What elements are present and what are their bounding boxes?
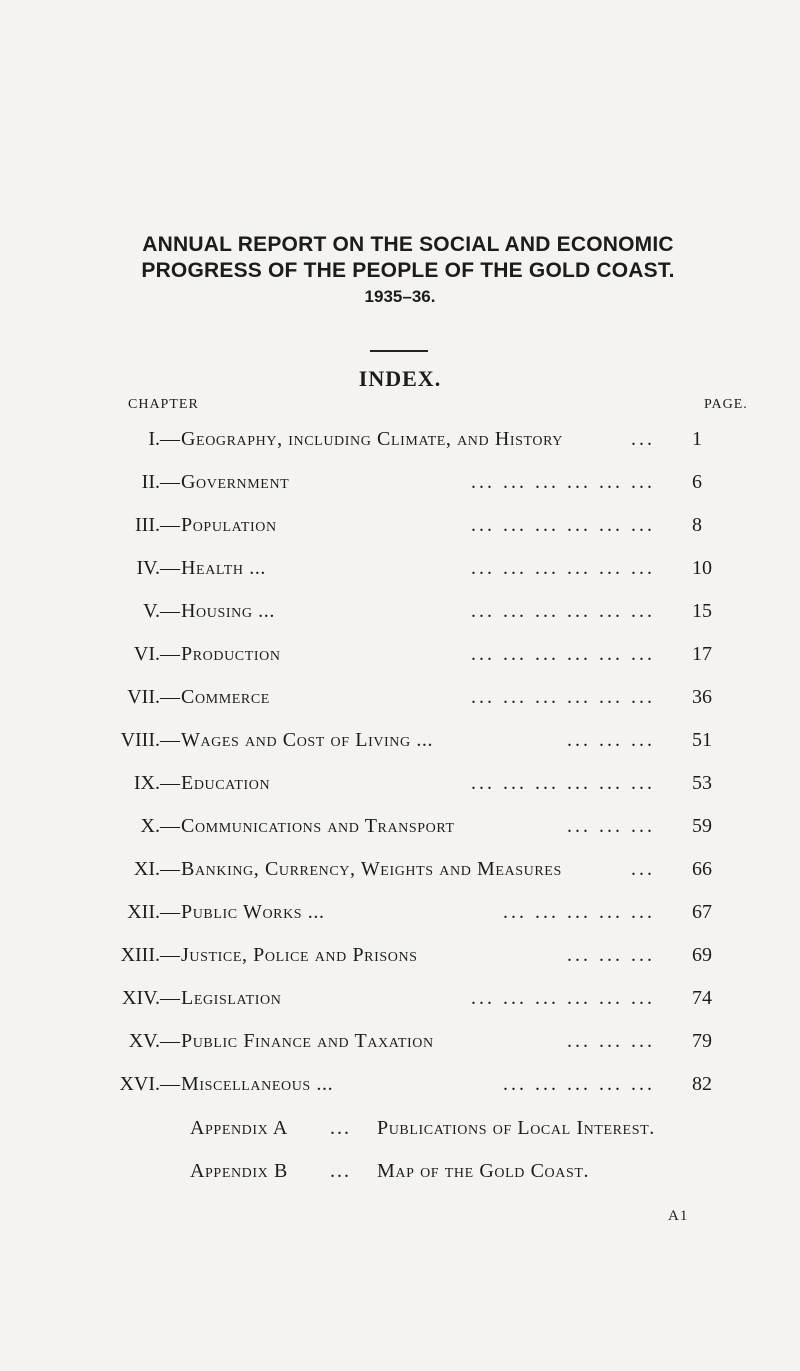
chapter-number: X.— [140,815,180,837]
chapter-title: Education [181,772,271,794]
chapter-title: Miscellaneous ... [181,1073,334,1095]
chapter-title: Banking, Currency, Weights and Measures [181,858,562,880]
index-entry [100,772,712,800]
report-title-line-1: ANNUAL REPORT ON THE SOCIAL AND ECONOMIC [142,233,674,256]
chapter-title: Health ... [181,557,267,579]
dot-leader: ... [631,858,655,880]
page-number: 15 [692,600,712,622]
signature-mark: A1 [668,1208,689,1224]
dot-leader: ... ... ... [567,944,655,966]
chapter-number: XIV.— [122,987,180,1009]
dot-leader: ... ... ... ... ... ... [471,686,655,708]
dot-leader: ... ... ... ... ... ... [471,471,655,493]
index-entry [100,600,712,628]
page-number: 36 [692,686,712,708]
index-entry [100,428,702,456]
index-entry [100,858,712,886]
chapter-title: Government [181,471,290,493]
dot-leader: ... ... ... [567,1030,655,1052]
chapter-number: XIII.— [120,944,180,966]
page-number: 17 [692,643,712,665]
appendix-b-label: Appendix B [190,1160,288,1182]
divider-rule [370,350,428,352]
page-number: 69 [692,944,712,966]
index-entry [100,471,702,499]
chapter-title: Production [181,643,281,665]
dot-leader: ... ... ... [567,815,655,837]
appendix-a-title: Publications of Local Interest. [377,1117,655,1139]
chapter-column-label: CHAPTER [128,397,199,412]
chapter-title: Commerce [181,686,270,708]
page-number: 74 [692,987,712,1009]
chapter-title: Geography, including Climate, and History [181,428,564,450]
dot-leader: ... ... ... ... ... ... [471,643,655,665]
dot-leader: ... ... ... ... ... ... [471,600,655,622]
page-number: 1 [692,428,702,450]
chapter-number: I.— [148,428,180,450]
chapter-number: V.— [143,600,180,622]
page-column-label: PAGE. [704,397,748,412]
page-number: 51 [692,729,712,751]
page-number: 67 [692,901,712,923]
appendix-b-title: Map of the Gold Coast. [377,1160,590,1182]
chapter-number: II.— [141,471,180,493]
chapter-title: Population [181,514,277,536]
chapter-number: VI.— [133,643,180,665]
index-entry [100,901,712,929]
page-number: 82 [692,1073,712,1095]
report-title-line-2: PROGRESS OF THE PEOPLE OF THE GOLD COAST. [141,259,675,282]
index-entry [100,729,712,757]
index-entry [100,686,712,714]
dot-leader: ... [631,428,655,450]
dot-leader: ... ... ... ... ... ... [471,772,655,794]
appendix-a-dots: ... [330,1117,351,1139]
page-number: 79 [692,1030,712,1052]
chapter-title: Communications and Transport [181,815,455,837]
index-heading: INDEX. [358,366,442,391]
chapter-title: Justice, Police and Prisons [181,944,418,966]
chapter-title: Public Works ... [181,901,325,923]
chapter-number: IV.— [136,557,180,579]
chapter-title: Public Finance and Taxation [181,1030,434,1052]
index-entry [100,557,712,585]
chapter-title: Wages and Cost of Living ... [181,729,434,751]
page-number: 66 [692,858,712,880]
appendix-a-label: Appendix A [190,1117,288,1139]
page-number: 8 [692,514,702,536]
chapter-number: IX.— [133,772,180,794]
chapter-number: III.— [135,514,180,536]
dot-leader: ... ... ... ... ... [503,1073,655,1095]
index-entry [100,514,702,542]
chapter-number: XI.— [133,858,180,880]
report-year: 1935–36. [364,287,436,306]
page-number: 59 [692,815,712,837]
index-entry [100,1073,712,1101]
chapter-number: XV.— [128,1030,180,1052]
appendix-b-dots: ... [330,1160,351,1182]
page-number: 10 [692,557,712,579]
index-entry [100,815,712,843]
index-entry [100,1030,712,1058]
chapter-number: XII.— [127,901,180,923]
chapter-number: XVI.— [119,1073,180,1095]
dot-leader: ... ... ... [567,729,655,751]
index-entry [100,987,712,1015]
dot-leader: ... ... ... ... ... ... [471,557,655,579]
dot-leader: ... ... ... ... ... ... [471,514,655,536]
dot-leader: ... ... ... ... ... ... [471,987,655,1009]
chapter-number: VII.— [127,686,180,708]
chapter-number: VIII.— [120,729,180,751]
index-entry [100,944,712,972]
page-number: 53 [692,772,712,794]
page-number: 6 [692,471,702,493]
chapter-title: Legislation [181,987,282,1009]
chapter-title: Housing ... [181,600,275,622]
dot-leader: ... ... ... ... ... [503,901,655,923]
index-entry [100,643,712,671]
